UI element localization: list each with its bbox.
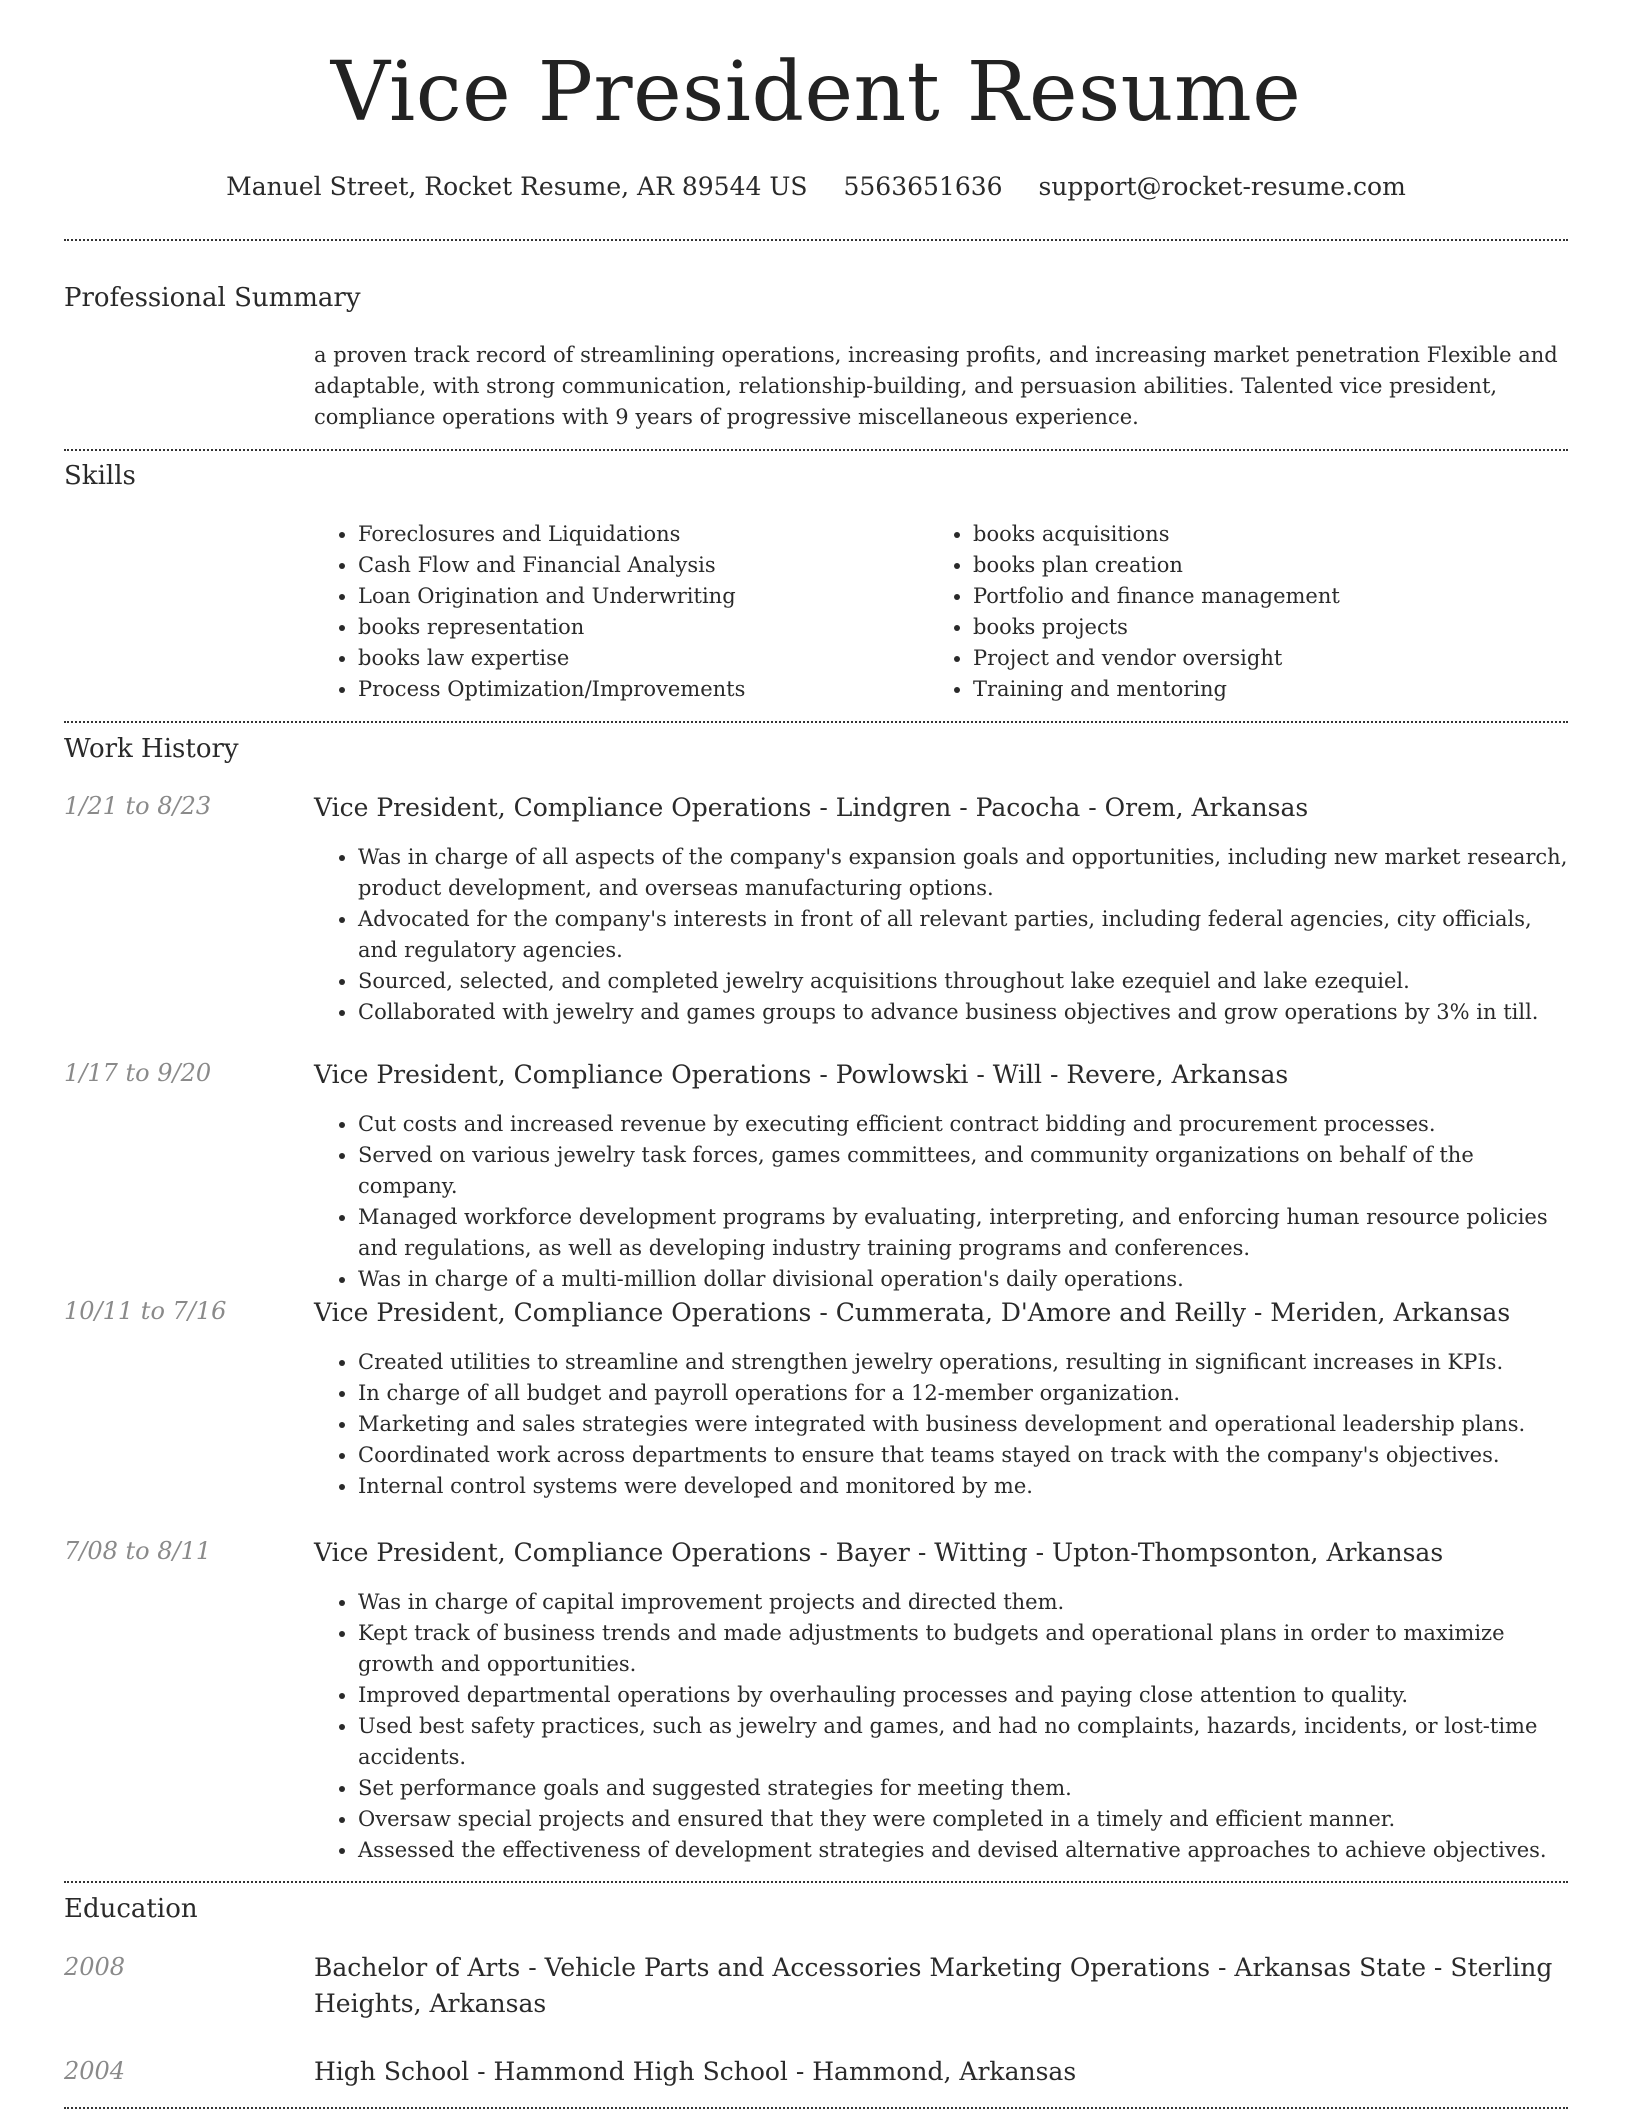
divider — [64, 2107, 1568, 2109]
summary-text: a proven track record of streamlining operations, increasing profits, and increasing market penetration Flexible and adaptable, with strong communication, relationship-building, and persuasion abilities. Talented vice president, compliance operations with 9 years of progressive miscellaneous experience. — [314, 343, 1558, 429]
job-bullet: • Sourced, selected, and completed jewelry acquisitions throughout lake ezequiel and lake ezequiel. — [358, 966, 1570, 997]
job-bullets — [314, 842, 1570, 1028]
job-bullet: • Kept track of business trends and made adjustments to budgets and operational plans in order to maximize growth and opportunities. — [358, 1618, 1570, 1680]
job-title: Vice President, Compliance Operations - Cummerata, D'Amore and Reilly - Meriden, Arkansas — [314, 1298, 1511, 1327]
skill-item: • books law expertise — [358, 643, 874, 674]
job-title: Vice President, Compliance Operations - Lindgren - Pacocha - Orem, Arkansas — [314, 793, 1309, 822]
skill-item: • Project and vendor oversight — [973, 643, 1489, 674]
divider — [64, 449, 1568, 451]
job-bullet: • Set performance goals and suggested strategies for meeting them. — [358, 1773, 1570, 1804]
job-bullet: • Served on various jewelry task forces, games committees, and community organizations on behalf of the company. — [358, 1140, 1570, 1202]
contact-line — [0, 172, 1632, 201]
skill-item: • books projects — [973, 612, 1489, 643]
job-dates: 10/11 to 7/16 — [64, 1297, 227, 1325]
job-bullet: • Managed workforce development programs by evaluating, interpreting, and enforcing human resource policies and regulations, as well as developing industry training programs and conferences. — [358, 1202, 1570, 1264]
divider — [64, 1881, 1568, 1883]
job-bullet: • Was in charge of capital improvement projects and directed them. — [358, 1587, 1570, 1618]
skill-item: • Process Optimization/Improvements — [358, 674, 874, 705]
job-bullet: • Cut costs and increased revenue by executing efficient contract bidding and procurement processes. — [358, 1109, 1570, 1140]
job-dates: 1/17 to 9/20 — [64, 1059, 212, 1087]
divider — [64, 721, 1568, 723]
skill-item: • books plan creation — [973, 550, 1489, 581]
skill-item: • Cash Flow and Financial Analysis — [358, 550, 874, 581]
education-entry: High School - Hammond High School - Hammond, Arkansas — [314, 2057, 1077, 2086]
resume-title: Vice President Resume — [330, 45, 1302, 140]
job-title: Vice President, Compliance Operations - Powlowski - Will - Revere, Arkansas — [314, 1060, 1289, 1089]
job-bullet: • Improved departmental operations by overhauling processes and paying close attention to quality. — [358, 1680, 1570, 1711]
education-year: 2008 — [64, 1953, 126, 1981]
skill-item: • Loan Origination and Underwriting — [358, 581, 874, 612]
skill-item: • books representation — [358, 612, 874, 643]
education-year: 2004 — [64, 2057, 126, 2085]
job-bullets — [314, 1587, 1570, 1866]
skill-item: • books acquisitions — [973, 519, 1489, 550]
job-dates: 7/08 to 8/11 — [64, 1537, 212, 1565]
section-title-work: Work History — [64, 734, 239, 764]
skill-item: • Portfolio and finance management — [973, 581, 1489, 612]
job-bullet: • Internal control systems were developed and monitored by me. — [358, 1471, 1570, 1502]
contact-address: Manuel Street, Rocket Resume, AR 89544 US — [226, 172, 808, 201]
section-title-summary: Professional Summary — [64, 283, 361, 313]
job-bullets — [314, 1347, 1570, 1502]
skills-column-left — [314, 519, 874, 705]
contact-phone: 5563651636 — [843, 172, 1003, 201]
job-bullet: • Created utilities to streamline and strengthen jewelry operations, resulting in significant increases in KPIs. — [358, 1347, 1570, 1378]
job-dates: 1/21 to 8/23 — [64, 792, 212, 820]
job-bullet: • Was in charge of all aspects of the company's expansion goals and opportunities, including new market research, product development, and overseas manufacturing options. — [358, 842, 1570, 904]
education-entry: Bachelor of Arts - Vehicle Parts and Accessories Marketing Operations - Arkansas State - Sterling Heights, Arkansas — [314, 1953, 1553, 2018]
divider — [64, 239, 1568, 241]
job-bullet: • Assessed the effectiveness of development strategies and devised alternative approaches to achieve objectives. — [358, 1835, 1570, 1866]
job-bullet: • Was in charge of a multi-million dollar divisional operation's daily operations. — [358, 1264, 1570, 1295]
job-bullet: • Collaborated with jewelry and games groups to advance business objectives and grow operations by 3% in till. — [358, 997, 1570, 1028]
skills-column-right — [929, 519, 1489, 705]
contact-email: support@rocket-resume.com — [1038, 172, 1406, 201]
job-bullet: • Advocated for the company's interests in front of all relevant parties, including federal agencies, city officials, and regulatory agencies. — [358, 904, 1570, 966]
section-title-education: Education — [64, 1894, 198, 1924]
job-bullet: • Marketing and sales strategies were integrated with business development and operational leadership plans. — [358, 1409, 1570, 1440]
job-title: Vice President, Compliance Operations - Bayer - Witting - Upton-Thompsonton, Arkansas — [314, 1538, 1444, 1567]
job-bullet: • Coordinated work across departments to ensure that teams stayed on track with the company's objectives. — [358, 1440, 1570, 1471]
job-bullet: • Used best safety practices, such as jewelry and games, and had no complaints, hazards, incidents, or lost-time accidents. — [358, 1711, 1570, 1773]
skill-item: • Training and mentoring — [973, 674, 1489, 705]
job-bullets — [314, 1109, 1570, 1295]
skill-item: • Foreclosures and Liquidations — [358, 519, 874, 550]
job-bullet: • Oversaw special projects and ensured that they were completed in a timely and efficient manner. — [358, 1804, 1570, 1835]
job-bullet: • In charge of all budget and payroll operations for a 12-member organization. — [358, 1378, 1570, 1409]
section-title-skills: Skills — [64, 461, 136, 491]
